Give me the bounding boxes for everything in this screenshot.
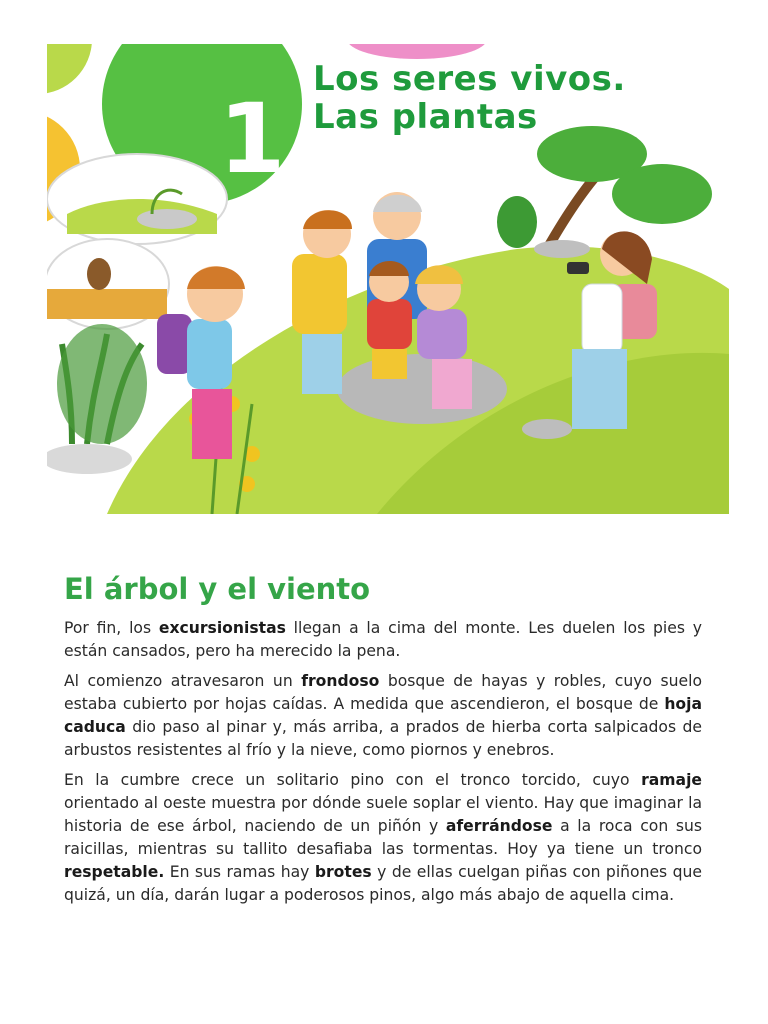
inset-soil — [47, 289, 167, 319]
text-run: llegan a la cima del monte. Les duelen los pies y están cansados, pero ha merecido la pena. — [64, 619, 702, 660]
paragraph — [64, 670, 702, 762]
girl-backpack — [157, 314, 192, 374]
seed-icon — [87, 258, 111, 290]
text-run: dio paso al pinar y, más arriba, a prados de hierba corta salpicados de arbustos resistentes al frío y la nieve, como piornos y enebros. — [64, 718, 702, 759]
chapter-title — [313, 60, 713, 136]
keyword: aferrándose — [445, 817, 553, 835]
girl-shirt — [187, 319, 232, 389]
bush — [497, 196, 537, 248]
photographer-shirt — [582, 284, 622, 354]
curly-kid-pants — [432, 359, 472, 409]
girl-pants — [192, 389, 232, 459]
paragraph — [64, 617, 702, 663]
rock-small — [534, 240, 590, 258]
text-run: En sus ramas hay — [164, 863, 315, 881]
chapter-title-line-2: Las plantas — [313, 97, 538, 137]
boy-pants — [302, 334, 342, 394]
keyword: ramaje — [641, 771, 702, 789]
keyword: frondoso — [301, 672, 380, 690]
rock-seat — [337, 354, 507, 424]
chapter-title-line-1: Los seres vivos. — [313, 59, 626, 99]
small-boy-jacket — [367, 299, 412, 349]
keyword: hoja caduca — [64, 695, 702, 736]
photographer-pants — [572, 349, 627, 429]
keyword: excursionistas — [158, 619, 286, 637]
text-run: En la cumbre crece un solitario pino con el tronco torcido, cuyo — [64, 771, 642, 789]
girl-hair — [187, 267, 245, 290]
rock-left — [47, 444, 132, 474]
shrub-foliage — [57, 324, 147, 444]
boy-jacket — [292, 254, 347, 334]
rock-right — [522, 419, 572, 439]
text-run: orientado al oeste muestra por dónde suele soplar el viento. Hay que imaginar la historia de ese árbol, naciendo de un piñón y — [64, 794, 702, 835]
reading-text — [64, 617, 702, 914]
chapter-number: 1 — [218, 83, 286, 195]
paragraph — [64, 769, 702, 907]
keyword: brotes — [314, 863, 372, 881]
keyword: respetable. — [64, 863, 165, 881]
decor-pink-circle — [347, 44, 487, 59]
text-run: y de ellas cuelgan piñas con piñones que quizá, un día, darán lugar a poderosos pinos, algo más abajo de aquella cima. — [64, 863, 702, 904]
curly-kid-shirt — [417, 309, 467, 359]
text-run: bosque de hayas y robles, cuyo suelo estaba cubierto por hojas caídas. A medida que ascendieron, el bosque de — [64, 672, 702, 713]
small-boy-pants — [372, 349, 407, 379]
text-run: a la roca con sus raicillas, mientras su tallito desafiaba las tormentas. Hoy ya tiene un tronco — [64, 817, 702, 858]
camera-icon — [567, 262, 589, 274]
boy-hair — [303, 210, 352, 229]
text-run: Al comienzo atravesaron un — [64, 672, 302, 690]
text-run: Por fin, los — [64, 619, 159, 637]
tree-foliage-2 — [612, 164, 712, 224]
inset-rock — [137, 209, 197, 229]
section-title: El árbol y el viento — [64, 572, 371, 606]
grandpa-hair — [373, 195, 422, 212]
decor-green-circle — [47, 44, 92, 94]
